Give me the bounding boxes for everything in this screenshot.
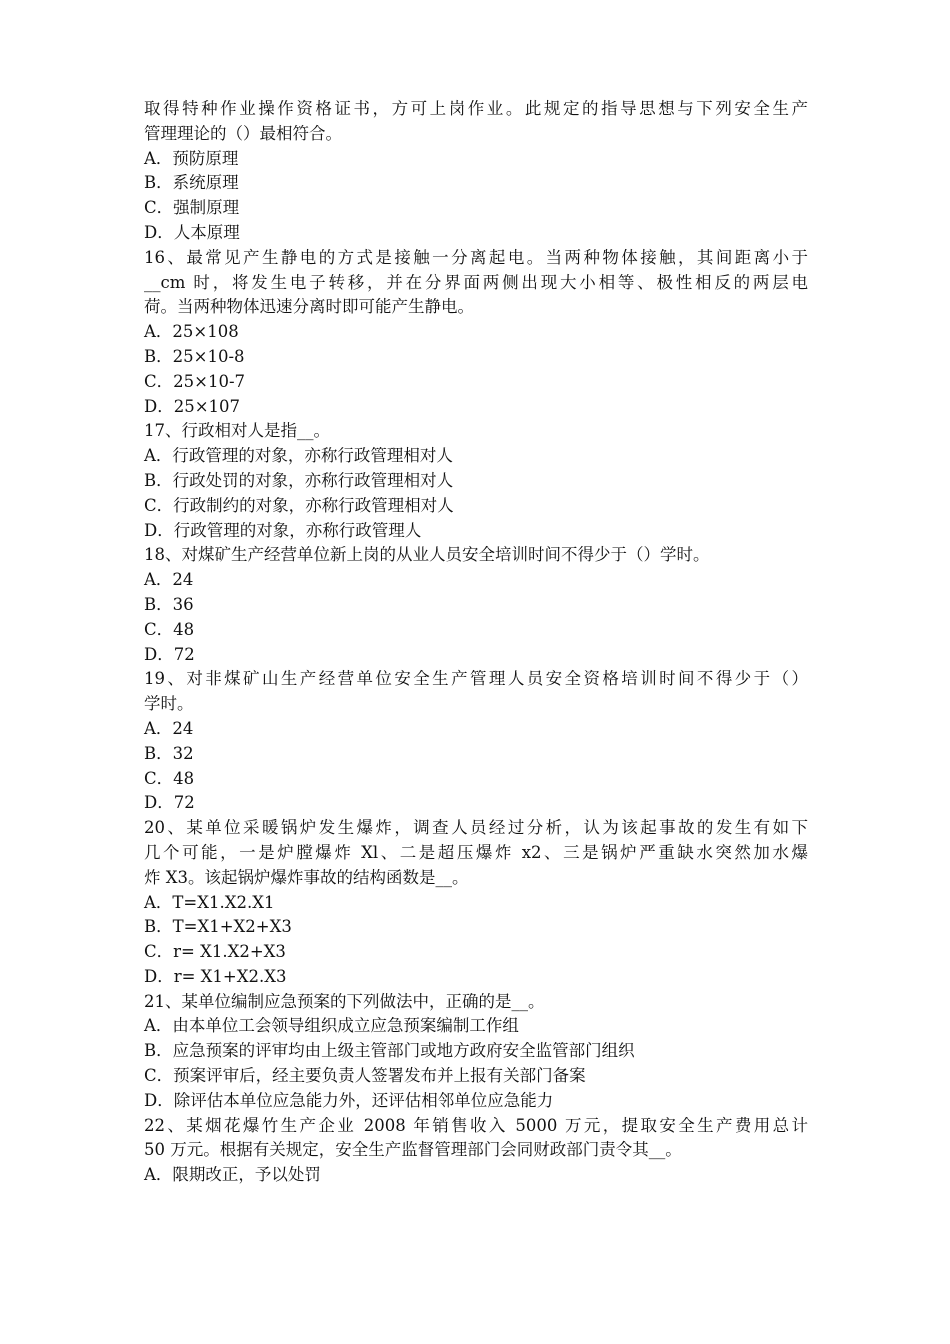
answer-option: A．24 bbox=[144, 570, 194, 590]
question-line: 管理理论的（）最相符合。 bbox=[144, 123, 342, 143]
answer-option: D．72 bbox=[144, 644, 195, 664]
question-line: 学时。 bbox=[144, 694, 194, 714]
question-line: 50 万元。根据有关规定，安全生产监督管理部门会同财政部门责令其__。 bbox=[144, 1140, 682, 1160]
answer-option: B．应急预案的评审均由上级主管部门或地方政府安全监管部门组织 bbox=[144, 1041, 635, 1061]
answer-option: A．行政管理的对象，亦称行政管理相对人 bbox=[144, 446, 453, 466]
question-line: 荷。当两种物体迅速分离时即可能产生静电。 bbox=[144, 297, 474, 317]
answer-option: C．25×10-7 bbox=[144, 371, 246, 391]
question-line: 18、对煤矿生产经营单位新上岗的从业人员安全培训时间不得少于（）学时。 bbox=[144, 545, 710, 565]
question-line: 16、最常见产生静电的方式是接触一分离起电。当两种物体接触，其间距离小于 bbox=[144, 247, 808, 267]
question-line: 炸 X3。该起锅炉爆炸事故的结构函数是__。 bbox=[144, 867, 469, 887]
answer-option: D．72 bbox=[144, 793, 195, 813]
question-line: 几个可能，一是炉膛爆炸 Xl、二是超压爆炸 x2、三是锅炉严重缺水突然加水爆 bbox=[144, 842, 808, 862]
answer-option: C．行政制约的对象，亦称行政管理相对人 bbox=[144, 495, 454, 515]
question-stem bbox=[144, 246, 808, 320]
answer-option: A．T=X1.X2.X1 bbox=[144, 892, 275, 912]
answer-option: B．36 bbox=[144, 594, 194, 614]
answer-option: A．由本单位工会领导组织成立应急预案编制工作组 bbox=[144, 1016, 519, 1036]
question-line: 17、行政相对人是指__。 bbox=[144, 421, 330, 441]
answer-option: A．24 bbox=[144, 718, 194, 738]
answer-option: B．32 bbox=[144, 743, 194, 763]
question-stem bbox=[144, 1114, 808, 1164]
question-stem bbox=[144, 667, 808, 717]
question-stem bbox=[144, 419, 808, 444]
question-line: 取得特种作业操作资格证书，方可上岗作业。此规定的指导思想与下列安全生产 bbox=[144, 99, 808, 118]
answer-option: C．r= X1.X2+X3 bbox=[144, 942, 286, 962]
answer-option: B．系统原理 bbox=[144, 173, 239, 193]
question-line: 19、对非煤矿山生产经营单位安全生产管理人员安全资格培训时间不得少于（） bbox=[144, 669, 808, 689]
question-stem bbox=[144, 990, 808, 1015]
question-line: 21、某单位编制应急预案的下列做法中，正确的是__。 bbox=[144, 991, 545, 1011]
answer-option: A．限期改正，予以处罚 bbox=[144, 1165, 321, 1185]
question-line: 22、某烟花爆竹生产企业 2008 年销售收入 5000 万元，提取安全生产费用总计 bbox=[144, 1115, 808, 1135]
answer-option: A．25×108 bbox=[144, 322, 239, 342]
answer-option: C．强制原理 bbox=[144, 198, 240, 218]
answer-option: B．25×10-8 bbox=[144, 346, 245, 366]
question-line: __cm 时，将发生电子转移，并在分界面两侧出现大小相等、极性相反的两层电 bbox=[144, 272, 808, 292]
answer-option: C．预案评审后，经主要负责人签署发布并上报有关部门备案 bbox=[144, 1066, 586, 1086]
answer-option: D．除评估本单位应急能力外，还评估相邻单位应急能力 bbox=[144, 1090, 554, 1110]
answer-option: D．25×107 bbox=[144, 396, 241, 416]
answer-option: C．48 bbox=[144, 619, 195, 639]
answer-option: C．48 bbox=[144, 768, 195, 788]
document-page bbox=[144, 97, 808, 1188]
question-stem bbox=[144, 97, 808, 147]
answer-option: A．预防原理 bbox=[144, 148, 239, 168]
answer-option: D．行政管理的对象，亦称行政管理人 bbox=[144, 520, 422, 540]
answer-option: D．r= X1+X2.X3 bbox=[144, 966, 287, 986]
question-line: 20、某单位采暖锅炉发生爆炸，调查人员经过分析，认为该起事故的发生有如下 bbox=[144, 818, 808, 838]
question-stem bbox=[144, 816, 808, 890]
question-stem bbox=[144, 543, 808, 568]
answer-option: B．行政处罚的对象，亦称行政管理相对人 bbox=[144, 470, 454, 490]
answer-option: B．T=X1+X2+X3 bbox=[144, 917, 292, 937]
answer-option: D．人本原理 bbox=[144, 222, 240, 242]
